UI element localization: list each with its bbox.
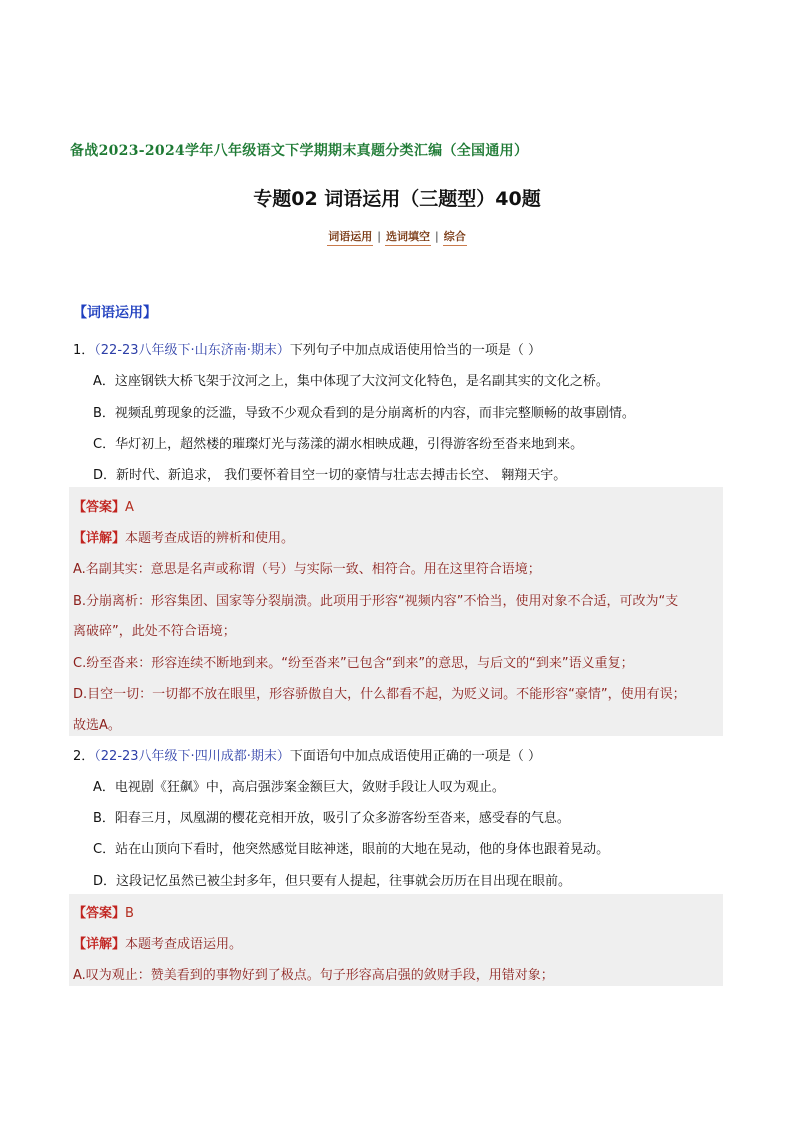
nav-separator: |	[435, 230, 439, 243]
question-1-answer	[73, 496, 134, 515]
explain-line: A.叹为观止：赞美看到的事物好到了极点。句子形容高启强的敛财手段，用错对象；	[73, 968, 554, 983]
section-heading: 【词语运用】	[73, 305, 157, 321]
question-source: （22-23八年级下·山东济南·期末）	[94, 343, 290, 358]
answer-value: A	[125, 500, 134, 515]
nav-item-fill-in[interactable]: 选词填空	[385, 228, 431, 246]
series-title: 备战2023-2024学年八年级语文下学期期末真题分类汇编（全国通用）	[70, 143, 529, 159]
explain-intro-text: 本题考查成语的辨析和使用。	[125, 531, 295, 546]
nav-item-comprehensive[interactable]: 综合	[443, 228, 467, 246]
explain-line: A.名副其实：意思是名声或称谓（号）与实际一致、相符合。用在这里符合语境；	[73, 562, 541, 577]
answer-value: B	[125, 906, 134, 921]
question-2-answer	[73, 902, 134, 921]
question-2-option-b: B．阳春三月，凤凰湖的樱花竞相开放，吸引了众多游客纷至沓来，感受春的气息。	[93, 811, 570, 826]
nav-separator: |	[377, 230, 381, 243]
answer-label: 【答案】	[73, 906, 126, 921]
question-1-option-a: A．这座钢铁大桥飞架于汶河之上，集中体现了大汶河文化特色，是名副其实的文化之桥。	[93, 374, 609, 389]
page-title: 专题02 词语运用（三题型）40题	[253, 188, 541, 210]
question-text: 下列句子中加点成语使用恰当的一项是（ ）	[289, 343, 541, 358]
explain-line: 离破碎”，此处不符合语境；	[73, 624, 236, 639]
explain-label: 【详解】	[73, 531, 126, 546]
question-1-explain-intro	[73, 527, 294, 546]
explain-label: 【详解】	[73, 937, 126, 952]
answer-label: 【答案】	[73, 500, 126, 515]
question-2-option-a: A．电视剧《狂飙》中，高启强涉案金额巨大，敛财手段让人叹为观止。	[93, 780, 505, 795]
question-text: 下面语句中加点成语使用正确的一项是（ ）	[289, 749, 541, 764]
nav-item-word-usage[interactable]: 词语运用	[327, 228, 373, 246]
explain-line: B.分崩离析：形容集团、国家等分裂崩溃。此项用于形容“视频内容”不恰当，使用对象不合适，可改为“支	[73, 594, 679, 609]
question-number: 2．	[73, 749, 95, 764]
question-1-option-d: D．新时代、新追求， 我们要怀着目空一切的豪情与壮志去搏击长空、 翱翔天宇。	[93, 468, 567, 483]
question-1-option-b: B．视频乱剪现象的泛滥，导致不少观众看到的是分崩离析的内容，而非完整顺畅的故事剧情。	[93, 406, 635, 421]
topic-nav	[0, 228, 794, 246]
explain-line: 故选A。	[73, 718, 121, 733]
question-source: （22-23八年级下·四川成都·期末）	[94, 749, 290, 764]
explain-intro-text: 本题考查成语运用。	[125, 937, 243, 952]
question-2-stem	[73, 745, 541, 764]
question-2-option-c: C．站在山顶向下看时，他突然感觉目眩神迷，眼前的大地在晃动，他的身体也跟着晃动。	[93, 842, 610, 857]
explain-line: C.纷至沓来：形容连续不断地到来。“纷至沓来”已包含“到来”的意思，与后文的“到来”语义重复；	[73, 656, 634, 671]
question-1-option-c: C．华灯初上，超然楼的璀璨灯光与荡漾的湖水相映成趣，引得游客纷至沓来地到来。	[93, 437, 584, 452]
question-1-stem	[73, 339, 541, 358]
question-2-option-d: D．这段记忆虽然已被尘封多年，但只要有人提起，往事就会历历在目出现在眼前。	[93, 874, 572, 889]
explain-line: D.目空一切：一切都不放在眼里，形容骄傲自大，什么都看不起，为贬义词。不能形容“豪情”，使用有误；	[73, 687, 686, 702]
question-2-explain-intro	[73, 933, 242, 952]
question-number: 1．	[73, 343, 95, 358]
